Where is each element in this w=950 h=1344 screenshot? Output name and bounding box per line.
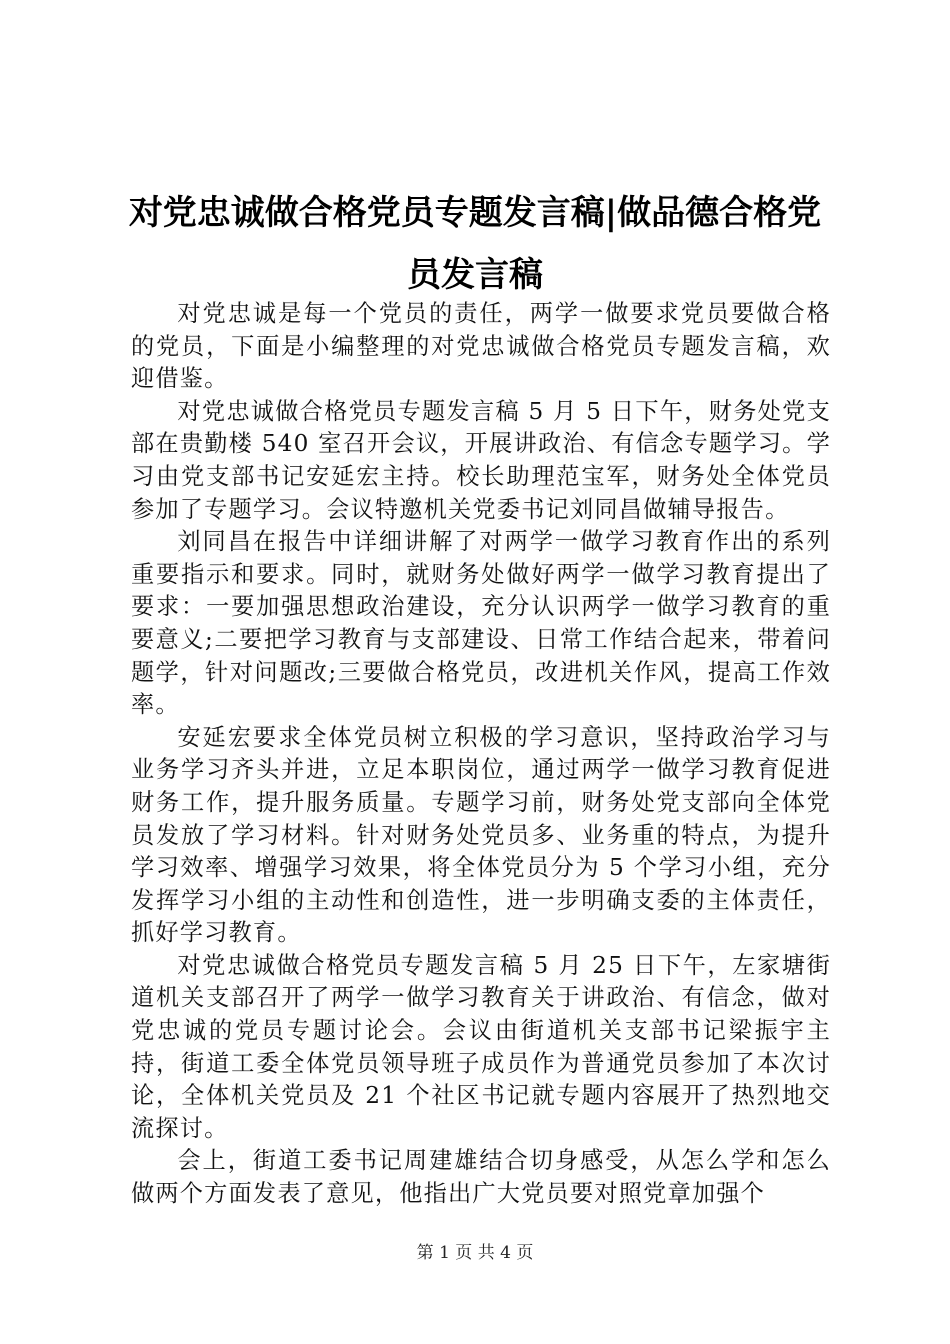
page-number-footer: 第 1 页 共 4 页: [416, 1243, 534, 1263]
document-title: 对党忠诚做合格党员专题发言稿|做品德合格党员发言稿: [128, 193, 822, 295]
paragraph: 会上，街道工委书记周建雄结合切身感受，从怎么学和怎么做两个方面发表了意见，他指出广大党员要对照党章加强个: [131, 1147, 831, 1208]
paragraph: 对党忠诚做合格党员专题发言稿 5 月 25 日下午，左家塘街道机关支部召开了两学一做学习教育关于讲政治、有信念，做对党忠诚的党员专题讨论会。会议由街道机关支部书记梁振宇主持，街道工委全体党员领导班子成员作为普通党员参加了本次讨论，全体机关党员及 21 个社区书记就专题内容展开了热烈地交流探讨。: [131, 951, 831, 1142]
paragraph: 对党忠诚是每一个党员的责任，两学一做要求党员要做合格的党员，下面是小编整理的对党忠诚做合格党员专题发言稿，欢迎借鉴。: [131, 300, 831, 393]
paragraph: 对党忠诚做合格党员专题发言稿 5 月 5 日下午，财务处党支部在贵勤楼 540 室召开会议，开展讲政治、有信念专题学习。学习由党支部书记安延宏主持。校长助理范宝军，财务处全体党员参加了专题学习。会议特邀机关党委书记刘同昌做辅导报告。: [131, 397, 831, 523]
paragraph: 安延宏要求全体党员树立积极的学习意识，坚持政治学习与业务学习齐头并进，立足本职岗位，通过两学一做学习教育促进财务工作，提升服务质量。专题学习前，财务处党支部向全体党员发放了学习材料。针对财务处党员多、业务重的特点，为提升学习效率、增强学习效果，将全体党员分为 5 个学习小组，充分发挥学习小组的主动性和创造性，进一步明确支委的主体责任，抓好学习教育。: [131, 723, 831, 947]
document-body: [131, 298, 831, 1211]
paragraph: 刘同昌在报告中详细讲解了对两学一做学习教育作出的系列重要指示和要求。同时，就财务处做好两学一做学习教育提出了要求：一要加强思想政治建设，充分认识两学一做学习教育的重要意义;二要把学习教育与支部建设、日常工作结合起来，带着问题学，针对问题改;三要做合格党员，改进机关作风，提高工作效率。: [131, 528, 831, 719]
